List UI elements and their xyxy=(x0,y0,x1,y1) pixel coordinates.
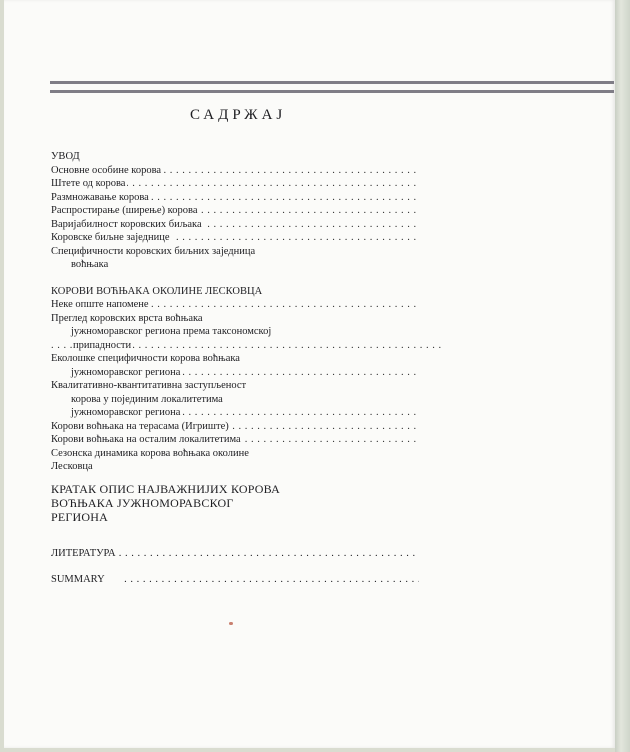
toc-entry[interactable]: Специфичности коровских биљних заједница xyxy=(51,245,256,257)
section-title-weeds: КОРОВИ ВОЋЊАКА ОКОЛИНЕ ЛЕСКОВЦА xyxy=(51,285,263,297)
toc-entry-continuation[interactable]: јужноморавског региона . . . xyxy=(51,406,419,420)
toc-entry[interactable]: Корови воћњака на терасама (Игриште) . . . xyxy=(51,420,419,434)
contents-heading: САДРЖАЈ xyxy=(190,107,287,123)
toc-entry[interactable]: Корови воћњака на осталим локалитетима . . . xyxy=(51,433,419,447)
toc-entry-continuation[interactable]: припадности . . . xyxy=(51,339,441,353)
toc-entry[interactable]: Сезонска динамика корова воћњака околине xyxy=(51,447,249,459)
toc-entry[interactable]: Квалитативно-квантитативна заступљеност xyxy=(51,380,247,391)
toc-entry[interactable]: Еколошке специфичности корова воћњака xyxy=(51,353,240,364)
toc-entry-continuation[interactable]: Лесковца xyxy=(51,461,93,472)
section-title-line: ВОЋЊАКА ЈУЖНОМОРАВСКОГ xyxy=(51,495,234,510)
toc-entry[interactable]: Размножавање корова . . . xyxy=(51,191,419,205)
toc-entry[interactable]: Коровске биљне заједнице . . . xyxy=(51,231,419,245)
toc-entry-summary[interactable]: SUMMARY . . . xyxy=(51,574,419,585)
toc-entry-continuation[interactable]: корова у појединим локалитетима xyxy=(51,393,421,407)
page-edge xyxy=(615,0,630,752)
section-title-intro: УВОД xyxy=(51,151,80,162)
toc-entry-literature[interactable]: ЛИТЕРАТУРА . . . xyxy=(51,548,419,559)
toc-entry[interactable]: Распростирање (ширење) корова . . . xyxy=(51,204,419,218)
toc-entry-continuation[interactable]: јужноморавског региона према таксономској xyxy=(51,325,421,339)
toc-entry-continuation[interactable]: воћњака xyxy=(51,258,421,272)
toc-entry[interactable]: Преглед коровских врста воћњака xyxy=(51,312,203,324)
section-title-line: РЕГИОНА xyxy=(51,509,109,524)
section-title-line: КРАТАК ОПИС НАЈВАЖНИЈИХ КОРОВА xyxy=(51,481,280,496)
section-title-description[interactable] xyxy=(51,482,421,524)
toc-entry[interactable]: Штете од корова . . . xyxy=(51,177,419,191)
table-of-contents xyxy=(51,150,421,524)
top-rule-second xyxy=(50,90,614,93)
top-rule xyxy=(50,81,614,84)
paper-speck xyxy=(229,622,233,625)
toc-entry[interactable]: Основне особине корова . . . xyxy=(51,164,419,178)
toc-entry[interactable]: Неке опште напомене . . . xyxy=(51,298,419,312)
toc-entry-continuation[interactable]: јужноморавског региона . . . xyxy=(51,366,419,380)
toc-entry[interactable]: Варијабилност коровских биљака . . . xyxy=(51,218,419,232)
